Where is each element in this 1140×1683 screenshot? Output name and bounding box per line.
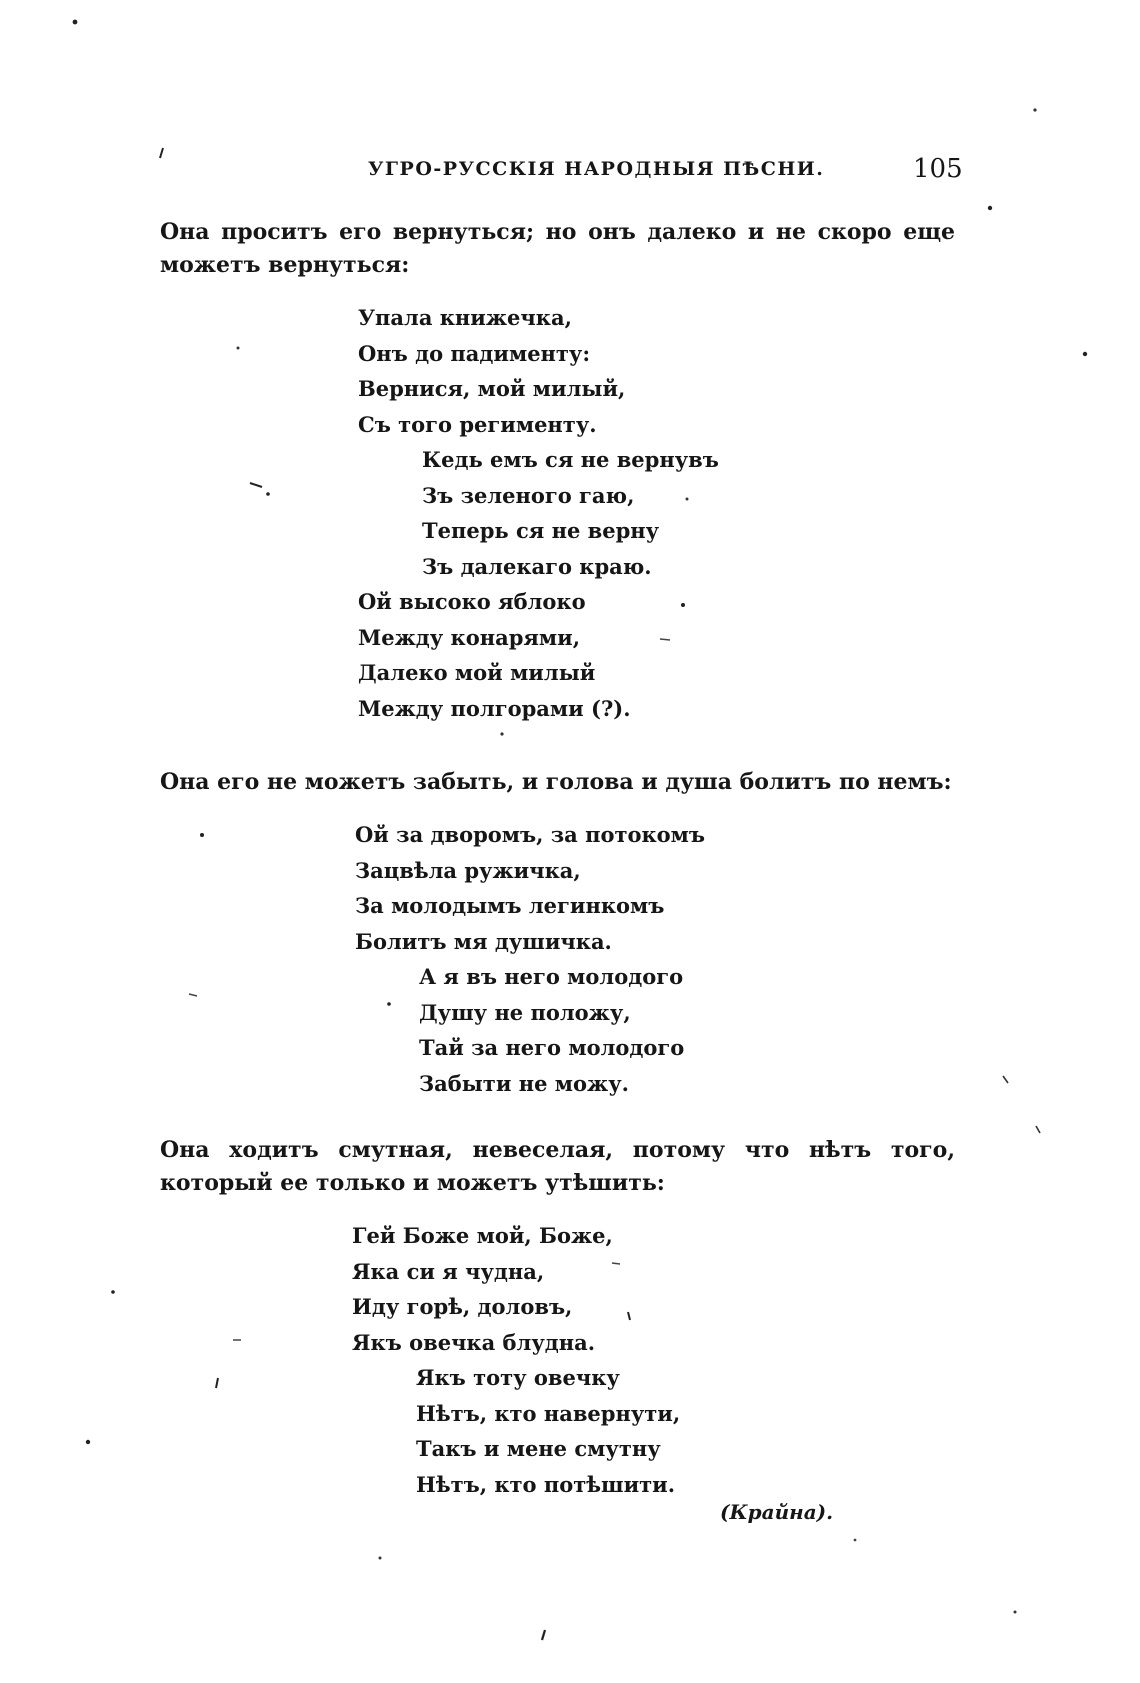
verse-line: Кедь емъ ся не вернувъ [422,447,719,472]
verse-line: Далеко мой милый [358,660,596,685]
verse-line: Болитъ мя душичка. [355,928,612,954]
verse-line: Тай за него молодого [419,1035,685,1060]
verse-line: Ой высоко яблоко [358,589,586,614]
verse-line: Упала книжечка, [358,305,572,330]
attribution-text: (Крайна). [720,1500,834,1524]
verse-line: Гей Боже мой, Боже, [352,1223,613,1248]
verse-line: Нѣтъ, кто навернути, [416,1400,681,1426]
verse-line: Вернися, мой милый, [358,376,626,401]
verse-line: Онъ до падименту: [358,340,591,366]
verse-line: Зацвѣла ружичка, [355,857,581,883]
verse-line: Съ того регименту. [358,411,597,437]
prose-paragraph-1: Она проситъ его вернуться; но онъ далеко и не скоро еще можетъ вернуться: [160,219,955,278]
verse-line: Такъ и мене смутну [416,1436,661,1461]
verse-line: Иду горѣ, доловъ, [352,1294,573,1319]
verse-line: Зъ далекаго краю. [422,553,652,579]
verse-line: Душу не положу, [419,999,631,1025]
prose-paragraph-2: Она его не можетъ забыть, и голова и душа болитъ по немъ: [160,769,952,795]
prose-paragraph-3: Она ходитъ смутная, невеселая, потому что нѣтъ того, который ее только и можетъ утѣшить: [160,1137,955,1196]
verse-line: За молодымъ легинкомъ [355,893,665,918]
verse-line: Яка си я чудна, [352,1258,545,1284]
verse-line: Между конарями, [358,624,581,650]
verse-line: Зъ зеленого гаю, [422,482,635,508]
running-title: УГРО-РУССКІЯ НАРОДНЫЯ ПѢСНИ. [368,158,825,180]
verse-line: Якъ овечка блудна. [352,1329,596,1355]
verse-line: Забыти не можу. [419,1070,629,1096]
verse-line: Между полгорами (?). [358,695,631,721]
verse-line: А я въ него молодого [419,964,684,989]
verse-line: Ой за дворомъ, за потокомъ [355,822,705,847]
verse-line: Якъ тоту овечку [416,1365,620,1390]
verse-line: Нѣтъ, кто потѣшити. [416,1471,676,1497]
verse-line: Теперь ся не верну [422,518,660,543]
page-number: 105 [913,154,963,184]
